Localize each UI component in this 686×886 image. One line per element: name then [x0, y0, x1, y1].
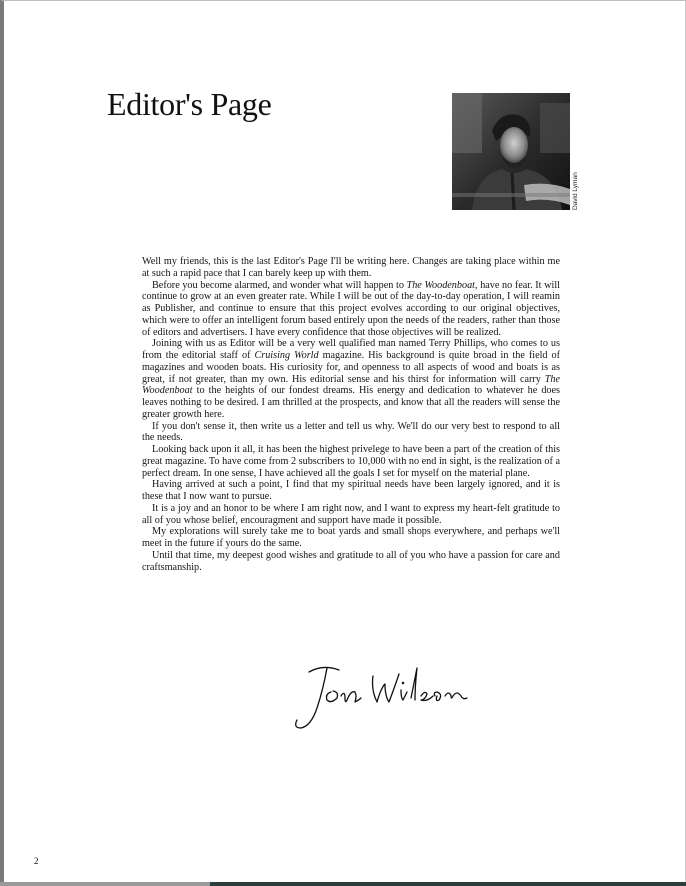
paragraph: Joining with us as Editor will be a very well qualified man named Terry Phillips, who comes to us from the editorial staff of Cruising World magazine. His background is quite broad in the field of magazines and wooden boats. His curiosity for, and openness to all aspects of wood and boats is as great, if not greater, than my own. His editorial sense and his thirst for information will carry The Woodenboat to the heights of our fondest dreams. His energy and dedication to whatever he does leaves nothing to be desired. I am thrilled at the prospects, and know that all the readers will sense the greater growth here. [142, 338, 560, 420]
page-title: Editor's Page [107, 86, 272, 122]
paragraph: Well my friends, this is the last Editor's Page I'll be writing here. Changes are taking place within me at such a rapid pace that I can barely keep up with them. [142, 256, 560, 279]
editorial-article [142, 256, 560, 573]
photo-credit: David Lyman [572, 172, 579, 210]
paragraph: Having arrived at such a point, I find that my spiritual needs have been largely ignored, and it is these that I now want to pursue. [142, 479, 560, 502]
editor-portrait-image [452, 93, 570, 210]
paragraph: If you don't sense it, then write us a letter and tell us why. We'll do our very best to respond to all the needs. [142, 420, 560, 444]
page-number: 2 [34, 856, 39, 866]
bottom-edge-strip [0, 882, 686, 886]
paragraph: My explorations will surely take me to boat yards and small shops everywhere, and perhaps we'll meet in the future if yours do the same. [142, 526, 560, 549]
signature-handwriting [287, 656, 477, 736]
paragraph: It is a joy and an honor to be where I am right now, and I want to express my heart-felt gratitude to all of you whose belief, encouragment and support have made it possible. [142, 502, 560, 526]
paragraph: Until that time, my deepest good wishes and gratitude to all of you who have a passion for care and craftsmanship. [142, 549, 560, 573]
paragraph: Looking back upon it all, it has been the highest privelege to have been a part of the creation of this great magazine. To have come from 2 subscribers to 10,000 with no end in sight, is the realization of a perfect dream. In one sense, I have achieved all the goals I set for myself on the material plane. [142, 444, 560, 479]
signature [287, 656, 477, 736]
paragraph: Before you become alarmed, and wonder what will happen to The Woodenboat, have no fear. It will continue to grow at an even greater rate. While I will be out of the day-to-day operation, I will reamin as Publisher, and continue to ensure that this project evolves according to our original objectives, which were to offer an intelligent forum based entirely upon the needs of the readers, rather than those of editors and advertisers. I have every confidence that those objectives will be realized. [142, 279, 560, 338]
editor-photo [452, 93, 570, 210]
